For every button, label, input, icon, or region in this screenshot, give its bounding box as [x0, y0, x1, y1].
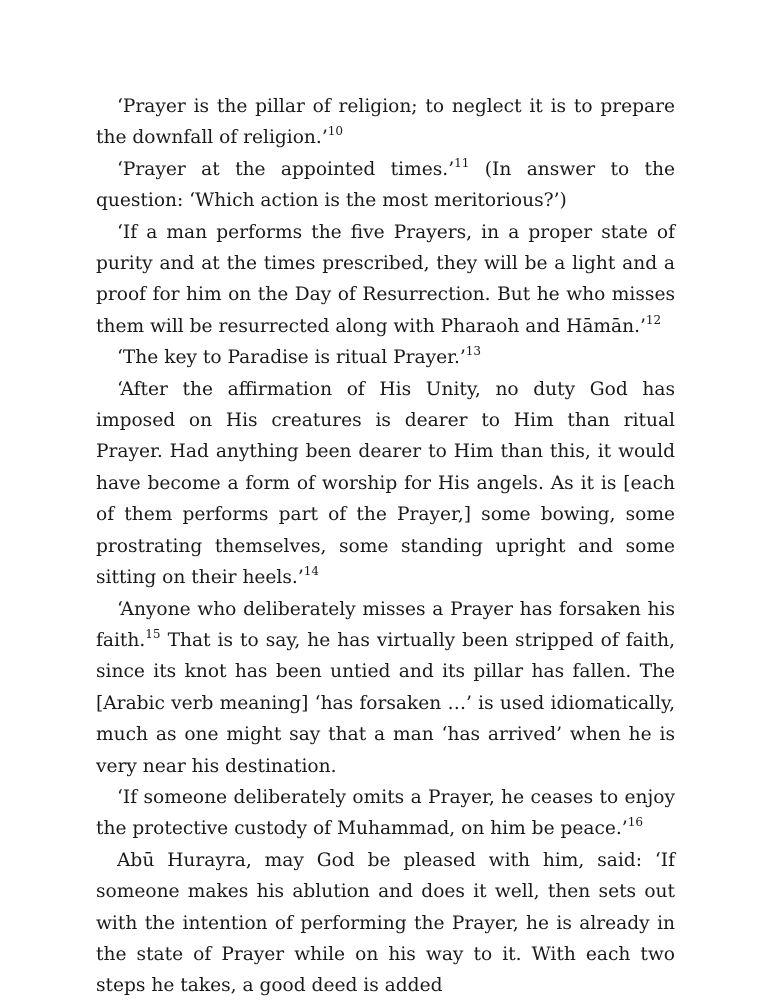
paragraph-4 — [96, 342, 675, 373]
paragraph-7 — [96, 782, 675, 845]
footnote-marker: 11 — [454, 155, 470, 170]
page-body — [96, 91, 675, 1002]
paragraph-1 — [96, 91, 675, 154]
paragraph-3 — [96, 217, 675, 343]
paragraph-text: Abū Hurayra, may God be pleased with him, said: ‘If someone makes his ablution and does it well, then sets out with the intention of performing the Prayer, he is already in the state of Prayer while on his way to it. With each two steps he takes, a good deed is added — [96, 849, 675, 997]
footnote-marker: 14 — [303, 563, 320, 578]
paragraph-continuation: (In answer to the question: ‘Which action is the most meritorious?’) — [96, 158, 675, 212]
footnote-marker: 13 — [465, 344, 482, 359]
paragraph-text: ‘If someone deliberately omits a Prayer, he ceases to enjoy the protective custody of Muhammad, on him be peace.’ — [96, 786, 675, 840]
paragraph-text: ‘Prayer is the pillar of religion; to neglect it is to prepare the downfall of religion.’ — [96, 96, 675, 149]
footnote-marker: 15 — [145, 626, 161, 641]
paragraph-2 — [96, 154, 675, 217]
paragraph-text: ‘If a man performs the five Prayers, in a proper state of purity and at the times prescribed, they will be a light and a proof for him on the Day of Resurrection. But he who misses them will be resurrected along with Pharaoh and Hāmān.’ — [96, 221, 675, 337]
footnote-marker: 10 — [327, 124, 344, 139]
paragraph-continuation: That is to say, he has virtually been stripped of faith, since its knot has been untied and its pillar has fallen. The [Arabic verb meaning] ‘has forsaken …’ is used idiomatically, much as one might say that a man ‘has arrived’ when he is very near his destination. — [96, 629, 675, 777]
footnote-marker: 16 — [627, 815, 643, 830]
paragraph-text: ‘Prayer at the appointed times.’ — [117, 158, 455, 180]
footnote-marker: 12 — [645, 312, 662, 327]
paragraph-8 — [96, 845, 675, 1002]
paragraph-6 — [96, 594, 675, 782]
paragraph-5 — [96, 374, 675, 594]
paragraph-text: ‘The key to Paradise is ritual Prayer.’ — [117, 347, 466, 369]
paragraph-text: ‘Anyone who deliberately misses a Prayer has forsaken his faith. — [96, 598, 675, 651]
paragraph-text: ‘After the affirmation of His Unity, no duty God has imposed on His creatures is dearer to Him than ritual Prayer. Had anything been dearer to Him than this, it would have become a form of worship for His angels. As it is [each of them performs part of the Prayer,] some bowing, some prostrating themselves, some standing upright and some sitting on their heels.’ — [96, 378, 675, 589]
